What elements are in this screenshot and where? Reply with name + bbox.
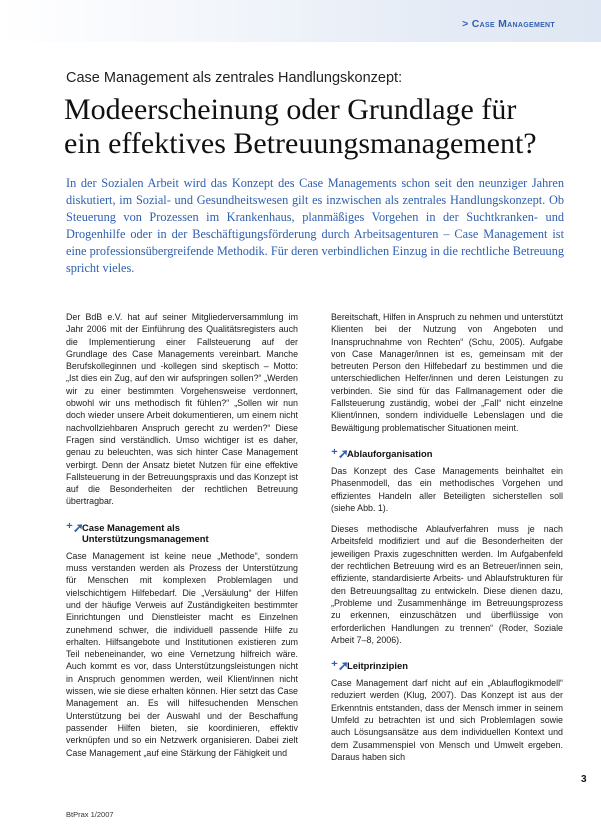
paragraph: Dieses methodische Ablaufverfahren muss je nach Arbeitsfeld modifiziert und auf die Besonderheiten der jeweiligen Praxis zugeschnitten werden. Im Aufgabenfeld der rechtlichen Betreuung wird es an Betreuer/innen sein, effiziente, standardisierte Arbeits- und Ablaufstrukturen für den Betreuungsalltag zu entwickeln. Diese dienen dazu, „Probleme und Zusammenhänge im Betreuungsprozess zu erkennen, einzuschätzen und überflüssige von erforderlichen Handlungen zu trennen“ (Roder, Soziale Arbeit 7–8, 2006). <box>331 524 563 645</box>
subheading-text: Ablauforganisation <box>347 447 433 459</box>
subheading <box>66 519 298 544</box>
subheading <box>331 445 563 461</box>
paragraph: Bereitschaft, Hilfen in Anspruch zu nehmen und unterstützt Klienten bei der Nutzung von Angeboten und Inanspruchnahme von Rechten“ (Schu, 2005). Aufgabe von Case Manager/innen ist es, gemeinsam mit der betreuten Person den Hilfebedarf zu bestimmen und die unterschiedlichen Helfer/innen und deren Leistungen zu verbinden. Sie sind für das Fallmanagement oder die Fallsteuerung zuständig, wobei der „Fall“ nicht einzelne Klient/innen, sondern individuelle Lebenslagen und die Bewältigung problematischer Situationen meint. <box>331 312 563 433</box>
paragraph: Der BdB e.V. hat auf seiner Mitgliederversammlung im Jahr 2006 mit der Einführung des Qualitätsregisters auch die Implementierung einer Fallsteuerung auf der Grundlage des Case Managements vereinbart. Manche Berufskolleginnen und -kollegen sind skeptisch – Motto: „Ist dies ein Zug, auf den wir aufspringen sollen?“ „Werden wir zu einer bestimmten Vorgehensweise verdonnert, obwohl wir uns methodisch fit fühlen?“ „Sollen wir nun doch wieder unsere Arbeit dokumentieren, um einem nicht nachvollziehbaren Anspruch gerecht zu werden?“ Diese Fragen sind verständlich. Umso wichtiger ist es daher, genau zu beleuchten, was sich hinter Case Management verbirgt. Denn der Ansatz bietet Nutzen für eine effektive Fallsteuerung in der Betreuungspraxis und das Konzept ist auf die Besonderheiten der rechtlichen Betreuung übertragbar. <box>66 312 298 507</box>
subheading-text: Case Management als Unterstützungsmanagement <box>82 521 209 544</box>
article-lead: In der Sozialen Arbeit wird das Konzept des Case Managements schon seit den neunziger Jahren diskutiert, im Sozial- und Gesundheitswesen gilt es inzwischen als zentrales Handlungskonzept. Ob Steuerung von Prozessen im Krankenhaus, planmäßiges Vorgehen in der Suchtkranken- und Drogenhilfe oder in der Beschäftigungsförderung durch Arbeitsagenturen – Case Management ist eine professionsübergreifende Methodik. Für deren verbindlichen Einzug in die rechtliche Betreuung spricht vieles. <box>66 176 564 275</box>
arrow-plus-icon: ⁺➚ <box>331 658 349 674</box>
subheading <box>331 658 563 674</box>
text-column-right <box>331 311 563 772</box>
arrow-plus-icon: ⁺➚ <box>331 445 349 461</box>
article-title: Modeerscheinung oder Grundlage für ein effektives Betreuungsmanagement? <box>64 93 537 160</box>
paragraph: Das Konzept des Case Managements beinhaltet ein Phasenmodell, das ein methodisches Vorgehen und effizientes Handeln aller Beteiligten sicherstellen soll (siehe Abb. 1). <box>331 465 563 513</box>
paragraph: Case Management ist keine neue „Methode“, sondern muss verstanden werden als Prozess der Unterstützung für Menschen mit komplexen Problemlagen und vielschichtigem Hilfebedarf. Die „Versäulung“ der Hilfen und der häufige Verweis auf Zuständigkeiten bestimmter Einrichtungen und Dienstleister macht es Einzelnen zunehmend schwer, die individuell passende Hilfe zu erhalten. Hilfsangebote und Institutionen existieren zum Teil nebeneinander, wo eine Vernetzung hilfreich wäre. Auch kommt es vor, dass Unterstützungsleistungen nicht in Anspruch genommen werden, weil Klient/innen nicht wissen, wie sie diese erhalten können. Hier setzt das Case Management an. Es will hilfesuchenden Menschen Unterstützung bei der Auswahl und der Beschaffung passender Hilfen bieten, sie koordinieren, effektiv verknüpfen und so ein Netzwerk organisieren. Dabei zielt Case Management „auf eine Stärkung der Fähigkeit und <box>66 550 298 758</box>
subheading-text: Leitprinzipien <box>347 660 408 672</box>
paragraph: Case Management darf nicht auf ein „Ablauflogikmodell“ reduziert werden (Klug, 2007). Das Konzept ist aus der Erkenntnis entstanden, dass der Mensch immer in seinem Umfeld zu betrachten ist und sich Problemlagen sowie auch Lösungsansätze aus dem individuellen Kontext und dem Zusammenspiel von Mensch und Umwelt ergeben. Daraus haben sich <box>331 678 563 762</box>
page-number: 3 <box>581 774 587 785</box>
issue-footer: BtPrax 1/2007 <box>66 810 114 819</box>
text-column-left <box>66 311 298 768</box>
arrow-plus-icon: ⁺➚ <box>66 519 84 535</box>
article-kicker: Case Management als zentrales Handlungskonzept: <box>66 70 403 86</box>
section-label: > Case Management <box>462 18 555 30</box>
header-band <box>0 0 601 42</box>
